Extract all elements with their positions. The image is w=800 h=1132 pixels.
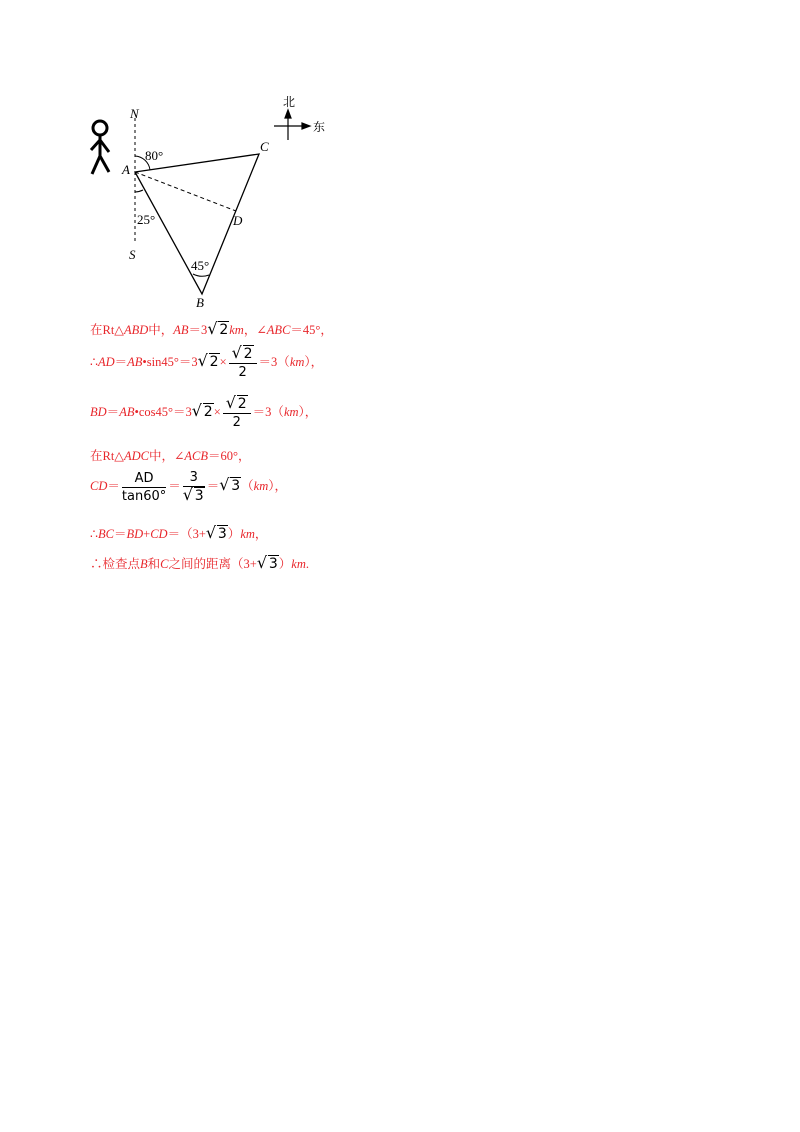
sqrt-symbol: √ 3 xyxy=(206,526,228,542)
solution-line-6: ∴BC＝BD+CD＝（3+√ 3）km， xyxy=(90,524,267,542)
sqrt-symbol: √ 2 xyxy=(198,354,220,370)
sqrt-symbol: √ 3 xyxy=(219,478,241,494)
label-angle-80: 80° xyxy=(145,148,164,163)
label-a: A xyxy=(122,162,130,177)
fraction: $\frac{AD}{\tan 60^\circ}$ xyxy=(121,470,167,504)
sqrt-symbol: √ 2 xyxy=(192,404,214,420)
solution-line-4: 在Rt△ADC中，∠ACB＝60°， xyxy=(90,449,251,463)
label-n: N xyxy=(130,106,139,121)
solution-line-3: BD＝AB•cos45°＝3√ 2× √ $\frac{2}{2}$ ＝3（km）， xyxy=(90,396,317,430)
angle-arc-25 xyxy=(135,190,143,192)
fraction: √ $\frac{2}{2}$ xyxy=(223,396,251,430)
compass-icon xyxy=(274,110,310,140)
solution-line-5: CD＝ $\frac{AD}{\tan 60^\circ}$ ＝ 3 √ 3 ＝√ 3（km）， xyxy=(90,470,287,504)
label-north: 北 xyxy=(283,95,296,109)
stick-figure xyxy=(91,121,109,174)
label-d: D xyxy=(233,213,243,228)
solution-line-7: ∴检查点B和C之间的距离（3+√ 3）km. xyxy=(90,554,309,572)
angle-arc-45 xyxy=(193,274,209,276)
sqrt-symbol: √ 3 xyxy=(257,556,279,572)
label-c: C xyxy=(260,139,269,154)
solution-line-1: 在Rt△ABD中，AB＝3√ 2km，∠ABC＝45°， xyxy=(90,320,333,338)
segment-ad xyxy=(135,172,236,211)
fraction: √ $\frac{2}{2}$ xyxy=(229,346,257,380)
solution-line-2: ∴AD＝AB•sin45°＝3√ 2× √ $\frac{2}{2}$ ＝3（km）， xyxy=(90,346,323,380)
label-angle-45: 45° xyxy=(191,258,210,273)
fraction: 3 √ 3 xyxy=(183,470,205,504)
sqrt-symbol: √ 2 xyxy=(207,322,229,338)
label-east: 东 xyxy=(313,120,326,134)
label-s: S xyxy=(129,247,136,262)
label-b: B xyxy=(196,295,204,310)
geometry-figure xyxy=(80,88,360,318)
label-angle-25: 25° xyxy=(137,212,156,227)
